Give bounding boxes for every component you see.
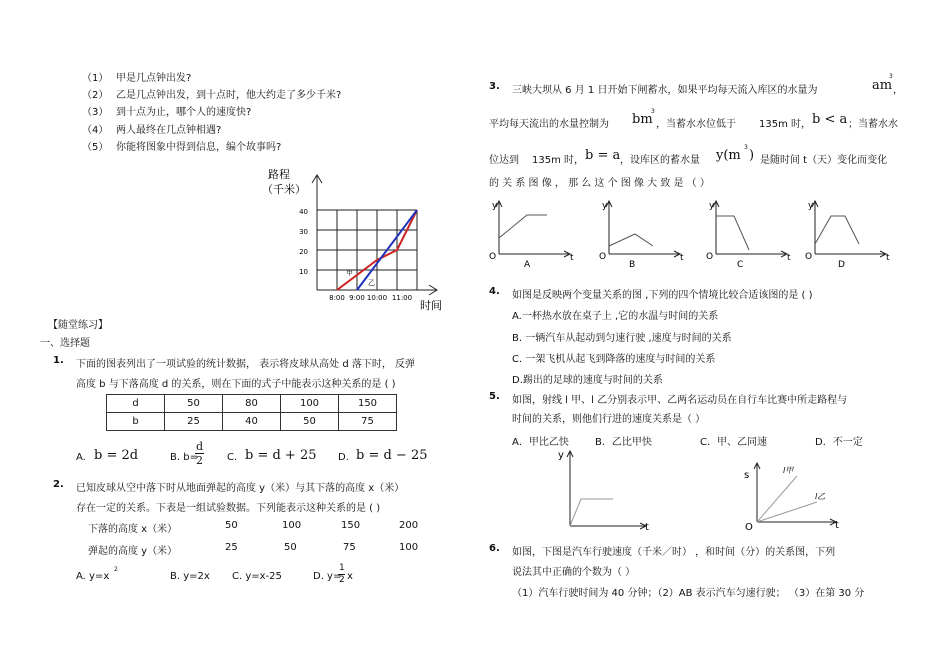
x-tick: 11:00 (391, 294, 413, 302)
q5-option: C．甲、乙同速 (700, 437, 767, 448)
q6-line2: 说法其中正确的个数为（ ） (512, 567, 636, 578)
table-cell: 150 (339, 395, 397, 413)
q3-ym-close: ) (749, 148, 755, 163)
fraction-den: 2 (339, 575, 345, 585)
section-title: 【随堂练习】 (48, 320, 108, 331)
label-yi: 乙 (368, 279, 375, 287)
question-text: 你能将图象中得到信息，编个故事吗? (116, 142, 282, 153)
q3-line4: 的 关 系 图 像 ， 那 么 这 个 图 像 大 致 是 （ ） (489, 178, 710, 189)
q2-option-c: C. y=x-25 (232, 571, 282, 582)
q3-bm: bm (632, 112, 653, 127)
graph-grid (317, 210, 422, 290)
y-tick: 10 (299, 268, 308, 276)
x-tick: 10:00 (366, 294, 388, 302)
row-value: 25 (225, 542, 238, 553)
question-item: （4） (82, 125, 109, 136)
svg-text:y: y (602, 201, 608, 211)
q5-option: A．甲比乙快 (512, 437, 569, 448)
q3-number: 3. (489, 81, 500, 92)
q5-option: D．不一定 (815, 437, 863, 448)
table-cell: 40 (223, 413, 281, 431)
q3-line2c: ；当蓄水水 (848, 119, 898, 130)
svg-text:O: O (706, 252, 714, 262)
q1-number: 1. (53, 355, 64, 366)
q5-line2: 时间的关系，则他们行进的速度关系是（ ） (512, 414, 706, 425)
row-value: 50 (284, 542, 297, 553)
q1-option-d: b = d − 25 (356, 448, 428, 463)
q3-line1: 三峡大坝从 6 月 1 日开始下闸蓄水，如果平均每天流入库区的水量为 (512, 85, 818, 96)
svg-text:y: y (709, 201, 715, 211)
q3-am: am (872, 78, 893, 93)
y-tick: 30 (299, 228, 308, 236)
superscript: 3 (651, 108, 655, 115)
q3-line2a: 平均每天流出的水量控制为 (489, 119, 609, 130)
svg-text:y: y (492, 201, 498, 211)
q1-option-c-label: C. (227, 452, 238, 463)
x-tick: 8:00 (329, 294, 345, 302)
graph-d (803, 196, 893, 271)
q1-option-b-label: B. b= (170, 452, 198, 463)
svg-text:t: t (886, 253, 890, 263)
y-tick: 40 (299, 208, 308, 216)
question-item: （3） (82, 107, 109, 118)
q3-b-lt-a: b < a (812, 112, 848, 127)
question-text: 到十点为止，哪个人的速度快? (116, 107, 252, 118)
q2-number: 2. (53, 479, 64, 490)
row-value: 50 (225, 520, 238, 531)
q3-line3b: ，设库区的蓄水量 (620, 155, 700, 166)
table-cell: 50 (165, 395, 223, 413)
q4-text: 如图是反映两个变量关系的图 ,下列的四个情境比较合适该图的是 ( ) (512, 290, 813, 301)
subsection-title: 一、选择题 (40, 338, 90, 349)
label-jia: 甲 (346, 269, 353, 277)
svg-text:y: y (558, 450, 564, 461)
superscript: 3 (744, 144, 748, 151)
question-item: （2） (82, 90, 109, 101)
q3-line3a: 位达到 (489, 155, 519, 166)
q2-option-d: D. y= (313, 571, 342, 582)
q3-comma: ， (893, 85, 903, 96)
q1-option-a: b = 2d (94, 448, 139, 463)
graph-label: D (838, 260, 845, 270)
svg-text:s: s (744, 470, 750, 481)
q1-line2: 高度 b 与下落高度 d 的关系，则在下面的式子中能表示这种关系的是 ( ) (76, 379, 396, 390)
graph-label: B (629, 260, 636, 270)
q4-number: 4. (489, 286, 500, 297)
q1-line1: 下面的图表列出了一项试验的统计数据， 表示将皮球从高处 d 落下时， 反弹 (76, 359, 416, 370)
q2-line2: 存在一定的关系。下表是一组试验数据。下列能表示这种关系的是 ( ) (76, 503, 381, 514)
q4-option: A.一杯热水放在桌子上 ,它的水温与时间的关系 (512, 311, 719, 322)
table-cell: 80 (223, 395, 281, 413)
q1-option-b-den: 2 (196, 454, 203, 467)
q2-line1: 已知皮球从空中落下时从地面弹起的高度 y（米）与其下落的高度 x（米） (76, 483, 405, 494)
table-row (107, 395, 397, 413)
row-value: 100 (282, 520, 302, 531)
q3-135m: 135m 时， (759, 119, 812, 130)
superscript: 3 (889, 73, 893, 80)
table-cell: b (107, 413, 165, 431)
svg-text:O: O (805, 252, 813, 262)
svg-text:O: O (489, 252, 497, 262)
table-cell: d (107, 395, 165, 413)
row-label: 下落的高度 x（米） (88, 524, 178, 535)
svg-text:t: t (645, 522, 649, 532)
table-row (107, 413, 397, 431)
q2-option-a: A. y=x (76, 571, 110, 582)
q4-graph (555, 446, 655, 532)
q5-number: 5. (489, 391, 500, 402)
q3-ym: y(m (716, 148, 741, 163)
graph-label: C (737, 260, 744, 270)
line-label-yi: l乙 (815, 492, 826, 501)
row-value: 100 (399, 542, 419, 553)
svg-text:O: O (745, 522, 753, 533)
q3-line2b: ，当蓄水水位低于 (656, 119, 736, 130)
line-label-jia: l甲 (783, 466, 794, 475)
q6-line3: （1）汽车行驶时间为 40 分钟；（2）AB 表示汽车匀速行驶； （3）在第 30 分 (512, 588, 865, 599)
q6-number: 6. (489, 543, 500, 554)
question-text: 两人最终在几点钟相遇? (116, 125, 222, 136)
row-value: 200 (399, 520, 419, 531)
question-item: （1） (82, 73, 109, 84)
q5-line1: 如图，射线 l 甲、l 乙分别表示甲、乙两名运动员在自行车比赛中所走路程与 (512, 395, 848, 406)
q5-option: B．乙比甲快 (595, 437, 652, 448)
q1-option-d-label: D. (338, 452, 349, 463)
question-item: （5） (82, 142, 109, 153)
svg-text:t: t (680, 253, 684, 263)
graph-c (704, 196, 794, 271)
q1-table (106, 394, 397, 431)
svg-text:O: O (599, 252, 607, 262)
q1-option-b-num: d (196, 440, 204, 453)
svg-text:t: t (835, 520, 839, 531)
q3-line3c: 是随时间 t（天）变化而变化 (760, 155, 888, 166)
row-value: 75 (343, 542, 356, 553)
row-value: 150 (341, 520, 361, 531)
fraction-var: x (347, 571, 353, 582)
question-text: 甲是几点钟出发? (116, 73, 192, 84)
q3-135m: 135m 时， (532, 155, 585, 166)
q6-line1: 如图，下图是汽车行驶速度（千米／时） ，和时间（分）的关系图，下列 (512, 547, 836, 558)
fraction-num: 1 (339, 563, 345, 573)
x-tick: 9:00 (349, 294, 365, 302)
row-label: 弹起的高度 y（米） (88, 546, 178, 557)
q4-option: D.踢出的足球的速度与时间的关系 (512, 375, 663, 386)
q4-option: C. 一架飞机从起飞到降落的速度与时间的关系 (512, 354, 716, 365)
svg-text:t: t (787, 253, 791, 263)
superscript: 2 (114, 566, 118, 573)
table-cell: 75 (339, 413, 397, 431)
graph-label: A (524, 260, 531, 270)
svg-text:y: y (808, 201, 814, 211)
q4-option: B. 一辆汽车从起动到匀速行驶 ,速度与时间的关系 (512, 333, 732, 344)
table-cell: 25 (165, 413, 223, 431)
q1-option-a-label: A. (76, 452, 86, 463)
q3-b-eq-a: b = a (585, 148, 621, 163)
table-cell: 50 (281, 413, 339, 431)
graph-b (597, 196, 687, 271)
graph-a (487, 196, 577, 271)
question-text: 乙是几点钟出发，到十点时，他大约走了多少千米? (116, 90, 342, 101)
q5-graph (735, 458, 845, 534)
travel-graph (262, 165, 452, 315)
y-tick: 20 (299, 248, 308, 256)
graph-ylabel: 路程 (268, 168, 290, 181)
graph-xlabel: 时间 (420, 299, 442, 312)
graph-ylabel-unit: （千米） (262, 183, 306, 196)
svg-text:t: t (570, 253, 574, 263)
table-cell: 100 (281, 395, 339, 413)
q1-option-c: b = d + 25 (245, 448, 317, 463)
q2-option-b: B. y=2x (170, 571, 210, 582)
